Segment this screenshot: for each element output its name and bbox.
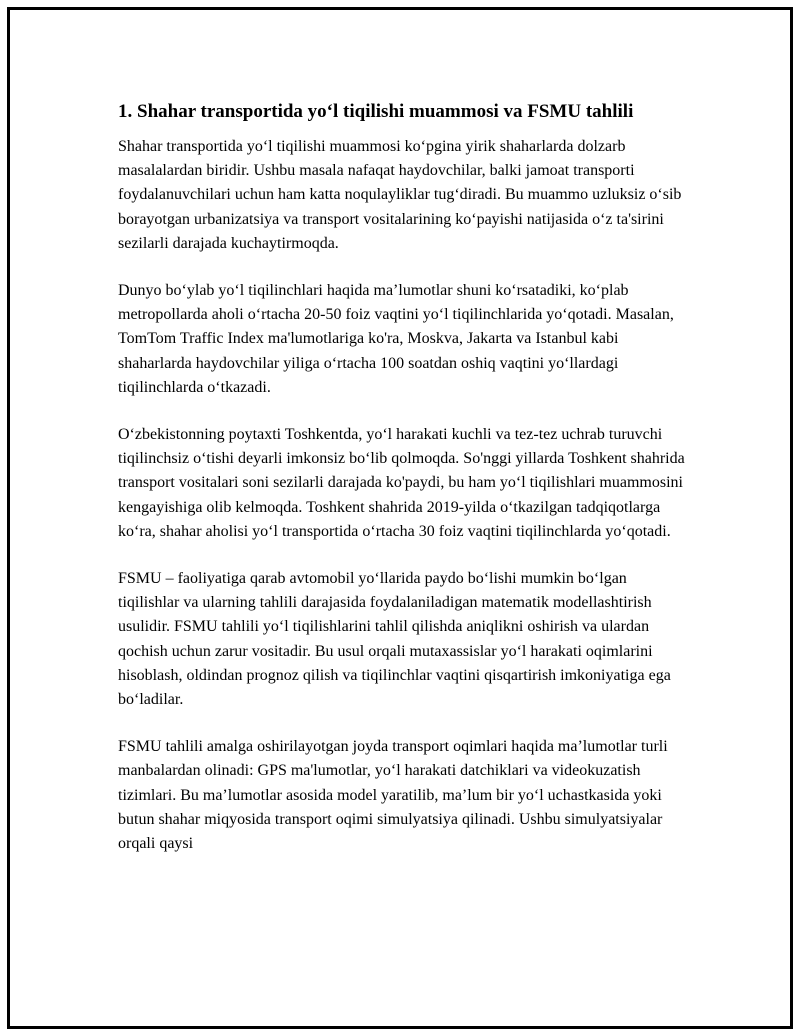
paragraph-1: Shahar transportida yo‘l tiqilishi muammosi ko‘pgina yirik shaharlarda dolzarb masalalardan biridir. Ushbu masala nafaqat haydovchilar, balki jamoat transporti foydalanuvchilari uchun ham katta noqulayliklar tug‘diradi. Bu muammo uzluksiz o‘sib borayotgan urbanizatsiya va transport vositalarining ko‘payishi natijasida o‘z ta'sirini sezilarli darajada kuchaytirmoqda. xyxy=(118,138,682,252)
paragraph-3: O‘zbekistonning poytaxti Toshkentda, yo‘l harakati kuchli va tez-tez uchrab turuvchi tiqilinchsiz o‘tishi deyarli imkonsiz bo‘lib qolmoqda. So'nggi yillarda Toshkent shahrida transport vositalari soni sezilarli darajada ko'paydi, bu ham yo‘l tiqilishlari muammosini kengayishiga olib kelmoqda. Toshkent shahrida 2019-yilda o‘tkazilgan tadqiqotlarga ko‘ra, shahar aholisi yo‘l transportida o‘rtacha 30 foiz vaqtini tiqilinchlarda yo‘qotadi. xyxy=(118,426,685,540)
section-heading: 1. Shahar transportida yo‘l tiqilishi muammosi va FSMU tahlili xyxy=(118,101,634,122)
paragraph-2: Dunyo bo‘ylab yo‘l tiqilinchlari haqida ma’lumotlar shuni ko‘rsatadiki, ko‘plab metropollarda aholi o‘rtacha 20-50 foiz vaqtini yo‘l tiqilinchlarida yo‘qotadi. Masalan, TomTom Traffic Index ma'lumotlariga ko'ra, Moskva, Jakarta va Istanbul kabi shaharlarda haydovchilar yiliga o‘rtacha 100 soatdan oshiq vaqtini yo‘llardagi tiqilinchlarda o‘tkazadi. xyxy=(118,282,674,396)
document-body xyxy=(118,98,688,879)
paragraph-5: FSMU tahlili amalga oshirilayotgan joyda transport oqimlari haqida ma’lumotlar turli manbalardan olinadi: GPS ma'lumotlar, yo‘l harakati datchiklari va videokuzatish tizimlari. Bu ma’lumotlar asosida model yaratilib, ma’lum bir yo‘l uchastkasida yoki butun shahar miqyosida transport oqimi simulyatsiya qilinadi. Ushbu simulyatsiyalar orqali qaysi xyxy=(118,738,668,853)
paragraph-4: FSMU – faoliyatiga qarab avtomobil yo‘llarida paydo bo‘lishi mumkin bo‘lgan tiqilishlar va ularning tahlili darajasida foydalaniladigan matematik modellashtirish usulidir. FSMU tahlili yo‘l tiqilishlarini tahlil qilishda aniqlikni oshirish va ulardan qochish uchun zarur vositadir. Bu usul orqali mutaxassislar yo‘l harakati oqimlarini hisoblash, oldindan prognoz qilish va tiqilinchlar vaqtini qisqartirish imkoniyatiga ega bo‘ladilar. xyxy=(118,570,671,709)
